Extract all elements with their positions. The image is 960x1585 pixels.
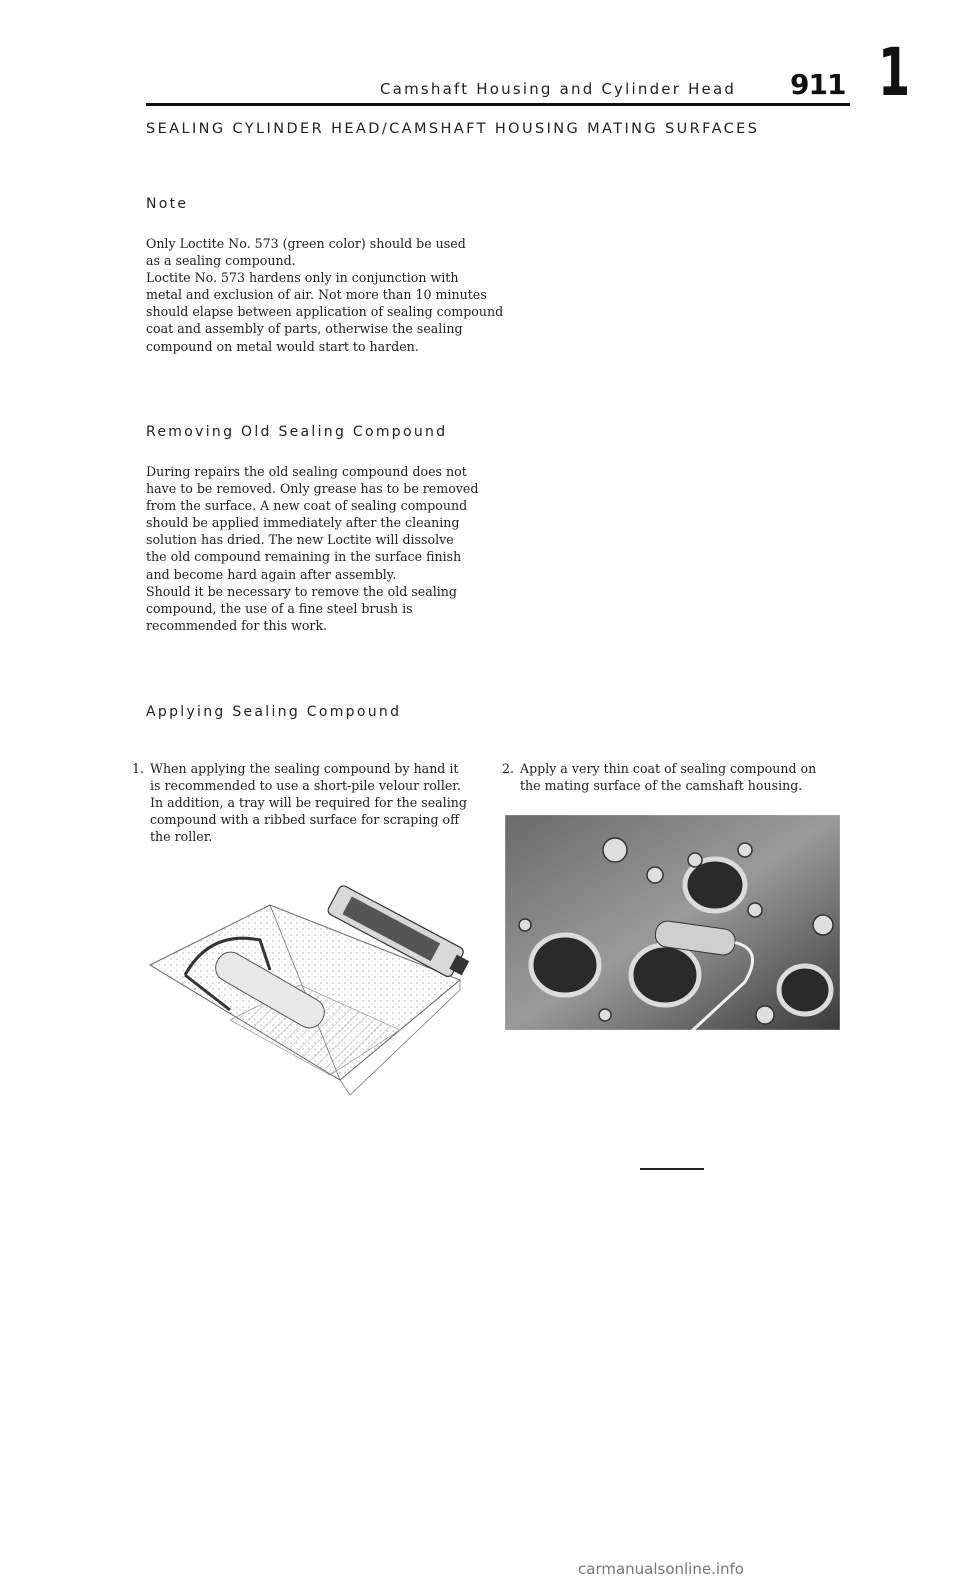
camshaft-housing-photo bbox=[505, 815, 840, 1030]
applying-heading: Applying Sealing Compound bbox=[146, 704, 402, 720]
removing-paragraph bbox=[146, 463, 506, 634]
step-line: In addition, a tray will be required for the sealing bbox=[150, 795, 467, 811]
step-line: the mating surface of the camshaft housing. bbox=[520, 778, 803, 794]
step-number: 2. bbox=[502, 761, 515, 776]
note-paragraph bbox=[146, 235, 506, 355]
removing-line: Should it be necessary to remove the old sealing bbox=[146, 583, 457, 599]
step-text bbox=[150, 760, 467, 845]
note-line: compound on metal would start to harden. bbox=[146, 338, 419, 354]
bottom-rule bbox=[640, 1168, 704, 1170]
note-line: should elapse between application of sealing compound bbox=[146, 304, 504, 320]
step-line: compound with a ribbed surface for scraping off bbox=[150, 812, 460, 828]
chapter-number: 1 bbox=[878, 34, 911, 111]
model-number: 911 bbox=[790, 68, 846, 101]
note-line: Loctite No. 573 hardens only in conjunction with bbox=[146, 270, 459, 286]
removing-line: solution has dried. The new Loctite will dissolve bbox=[146, 532, 454, 548]
header-rule bbox=[146, 103, 850, 106]
removing-line: and become hard again after assembly. bbox=[146, 566, 397, 582]
removing-line: from the surface. A new coat of sealing compound bbox=[146, 498, 468, 514]
removing-line: recommended for this work. bbox=[146, 617, 328, 633]
removing-line: have to be removed. Only grease has to be removed bbox=[146, 481, 479, 497]
step-line: Apply a very thin coat of sealing compound on bbox=[520, 761, 817, 776]
note-line: coat and assembly of parts, otherwise the sealing bbox=[146, 321, 463, 337]
removing-line: the old compound remaining in the surface finish bbox=[146, 549, 462, 565]
note-heading: Note bbox=[146, 196, 189, 212]
step-line: the roller. bbox=[150, 829, 213, 845]
step-text bbox=[520, 760, 816, 794]
removing-line: During repairs the old sealing compound does not bbox=[146, 464, 467, 479]
section-title: Camshaft Housing and Cylinder Head bbox=[380, 80, 737, 98]
removing-line: should be applied immediately after the cleaning bbox=[146, 515, 460, 531]
removing-line: compound, the use of a fine steel brush is bbox=[146, 600, 413, 616]
step-line: is recommended to use a short-pile velour roller. bbox=[150, 778, 461, 794]
note-line: metal and exclusion of air. Not more than 10 minutes bbox=[146, 287, 487, 303]
step-2 bbox=[502, 760, 862, 800]
removing-heading: Removing Old Sealing Compound bbox=[146, 424, 448, 440]
step-1 bbox=[132, 760, 502, 850]
note-line: as a sealing compound. bbox=[146, 253, 296, 269]
note-line: Only Loctite No. 573 (green color) should be used bbox=[146, 236, 466, 251]
step-number: 1. bbox=[132, 761, 145, 776]
tray-roller-illustration bbox=[140, 880, 490, 1120]
watermark: carmanualsonline.info bbox=[578, 1560, 744, 1578]
step-line: When applying the sealing compound by hand it bbox=[150, 761, 459, 776]
page-title: SEALING CYLINDER HEAD/CAMSHAFT HOUSING MATING SURFACES bbox=[146, 121, 760, 137]
